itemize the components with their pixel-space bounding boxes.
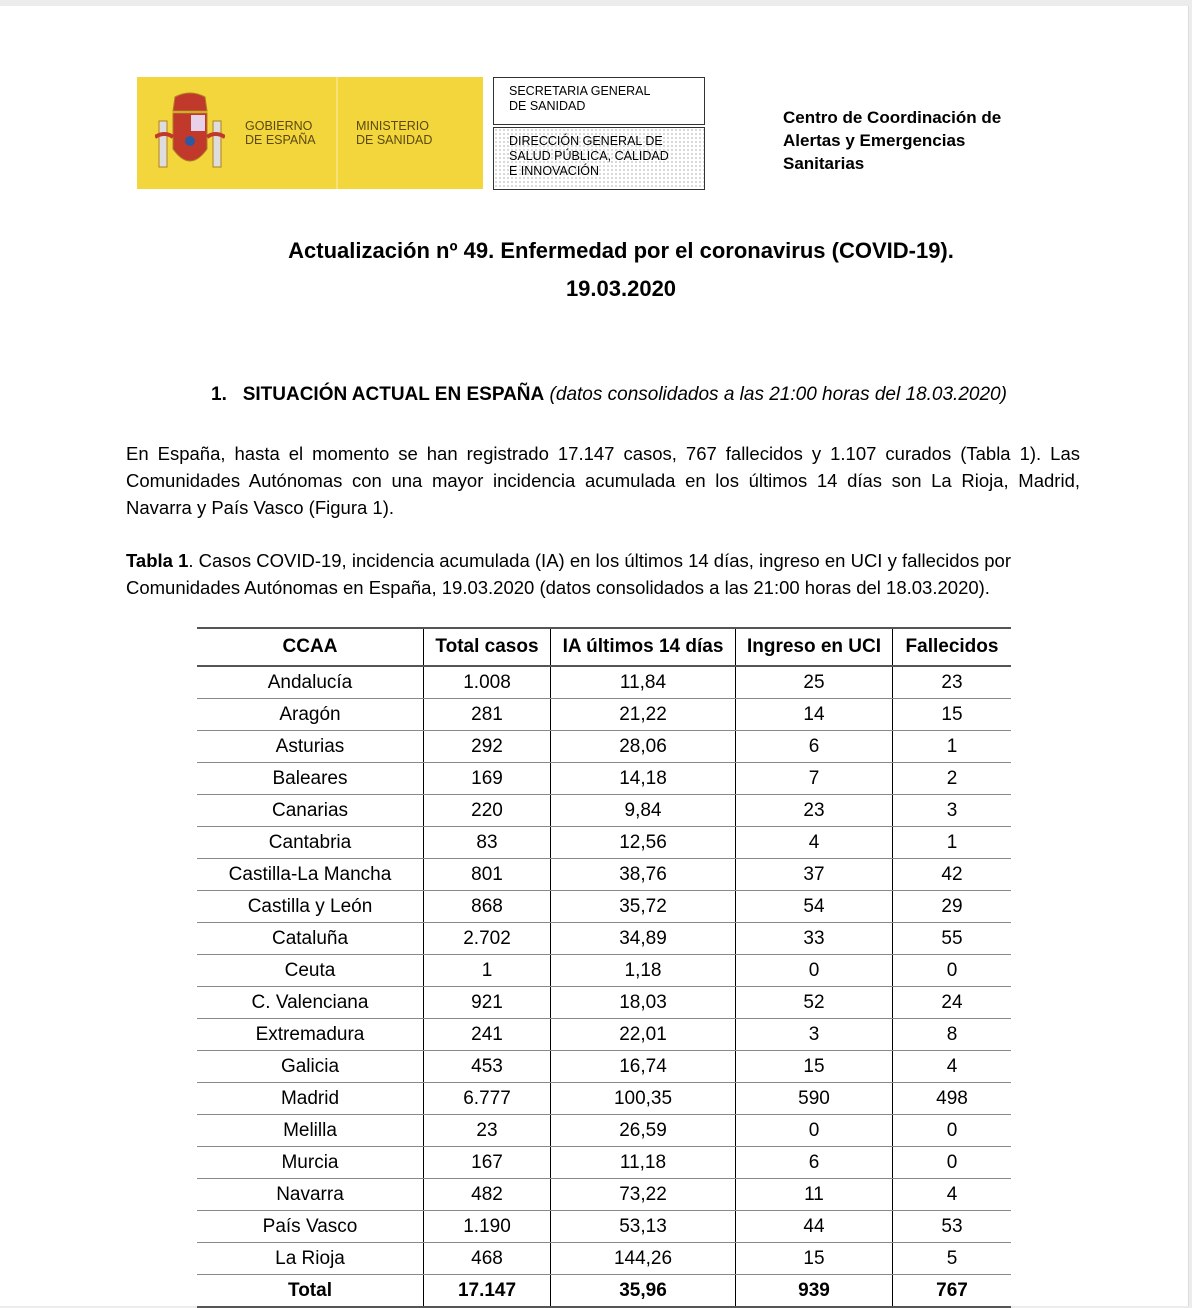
gobierno-logo bbox=[137, 77, 483, 189]
ministerio-line: MINISTERIO bbox=[356, 119, 429, 133]
table-cell: Madrid bbox=[197, 1083, 424, 1115]
table-row bbox=[197, 666, 1011, 699]
table-caption bbox=[126, 547, 1086, 601]
table-cell: 167 bbox=[424, 1147, 551, 1179]
secretaria-box bbox=[493, 77, 705, 125]
centro-coordinacion bbox=[783, 106, 1001, 175]
table-cell: Canarias bbox=[197, 795, 424, 827]
section-title: SITUACIÓN ACTUAL EN ESPAÑA bbox=[242, 384, 545, 405]
table-row bbox=[197, 987, 1011, 1019]
table-cell: 281 bbox=[424, 699, 551, 731]
direccion-line: DIRECCIÓN GENERAL DE bbox=[509, 134, 663, 148]
table-cell: Melilla bbox=[197, 1115, 424, 1147]
table-row bbox=[197, 1051, 1011, 1083]
table-header-row bbox=[197, 628, 1011, 666]
table-cell: 4 bbox=[893, 1179, 1012, 1211]
table-cell: 53 bbox=[893, 1211, 1012, 1243]
section-number: 1. bbox=[211, 384, 227, 405]
table-cell: 8 bbox=[893, 1019, 1012, 1051]
table-cell: 868 bbox=[424, 891, 551, 923]
table-cell: 9,84 bbox=[551, 795, 736, 827]
table-row bbox=[197, 1147, 1011, 1179]
table-cell: 14 bbox=[736, 699, 893, 731]
table-cell: 767 bbox=[893, 1275, 1012, 1308]
table-cell: 11,18 bbox=[551, 1147, 736, 1179]
table-cell: 3 bbox=[893, 795, 1012, 827]
table-cell: 25 bbox=[736, 666, 893, 699]
table-cell: 54 bbox=[736, 891, 893, 923]
table-cell: 0 bbox=[893, 1115, 1012, 1147]
table-cell: Baleares bbox=[197, 763, 424, 795]
table-row bbox=[197, 1179, 1011, 1211]
table-cell: 23 bbox=[424, 1115, 551, 1147]
table-cell: 939 bbox=[736, 1275, 893, 1308]
table-cell: 28,06 bbox=[551, 731, 736, 763]
table-cell: 17.147 bbox=[424, 1275, 551, 1308]
table-cell: Ceuta bbox=[197, 955, 424, 987]
gobierno-line: GOBIERNO bbox=[245, 119, 313, 133]
table-row bbox=[197, 1019, 1011, 1051]
table-cell: Aragón bbox=[197, 699, 424, 731]
coat-of-arms-icon bbox=[155, 91, 225, 177]
caption-label: Tabla 1 bbox=[126, 550, 189, 571]
table-cell: 1 bbox=[893, 731, 1012, 763]
summary-paragraph: En España, hasta el momento se han registrado 17.147 casos, 767 fallecidos y 1.107 curados (Tabla 1). Las Comunidades Autónomas con una mayor incidencia acumulada en los últimos 14 días son La Rioja, Madrid, Navarra y País Vasco (Figura 1). bbox=[126, 443, 1080, 518]
ccaa-table bbox=[197, 627, 1011, 1308]
column-header: IA últimos 14 días bbox=[551, 628, 736, 666]
table-cell: Asturias bbox=[197, 731, 424, 763]
table-cell: 15 bbox=[736, 1243, 893, 1275]
table-cell: 2.702 bbox=[424, 923, 551, 955]
table-cell: 1.008 bbox=[424, 666, 551, 699]
centro-line: Centro de Coordinación de bbox=[783, 108, 1002, 127]
table-cell: 29 bbox=[893, 891, 1012, 923]
table-cell: 6.777 bbox=[424, 1083, 551, 1115]
table-cell: 53,13 bbox=[551, 1211, 736, 1243]
table-row bbox=[197, 795, 1011, 827]
title-date: 19.03.2020 bbox=[565, 276, 677, 301]
table-cell: 23 bbox=[893, 666, 1012, 699]
direccion-box bbox=[493, 127, 705, 190]
column-header: Total casos bbox=[424, 628, 551, 666]
table-cell: Murcia bbox=[197, 1147, 424, 1179]
direccion-line: E INNOVACIÓN bbox=[509, 164, 600, 178]
table-cell: Extremadura bbox=[197, 1019, 424, 1051]
table-cell: 24 bbox=[893, 987, 1012, 1019]
table-cell: 11,84 bbox=[551, 666, 736, 699]
table-cell: 4 bbox=[893, 1051, 1012, 1083]
secretaria-line: SECRETARIA GENERAL bbox=[509, 84, 651, 98]
table-cell: 12,56 bbox=[551, 827, 736, 859]
column-header: CCAA bbox=[197, 628, 424, 666]
table-cell: 35,72 bbox=[551, 891, 736, 923]
table-cell: 2 bbox=[893, 763, 1012, 795]
table-cell: 6 bbox=[736, 1147, 893, 1179]
table-cell: 6 bbox=[736, 731, 893, 763]
table-cell: 590 bbox=[736, 1083, 893, 1115]
table-cell: Cantabria bbox=[197, 827, 424, 859]
table-row bbox=[197, 891, 1011, 923]
table-cell: 3 bbox=[736, 1019, 893, 1051]
document-title bbox=[0, 232, 1192, 308]
logo-divider bbox=[336, 77, 338, 189]
table-row bbox=[197, 859, 1011, 891]
table-cell: 38,76 bbox=[551, 859, 736, 891]
table-row bbox=[197, 1083, 1011, 1115]
ministerio-text bbox=[356, 119, 432, 147]
table-row bbox=[197, 923, 1011, 955]
table-cell: Andalucía bbox=[197, 666, 424, 699]
table-row bbox=[197, 955, 1011, 987]
table-cell: 0 bbox=[736, 1115, 893, 1147]
table-cell: Cataluña bbox=[197, 923, 424, 955]
table-cell: Navarra bbox=[197, 1179, 424, 1211]
table-cell: 169 bbox=[424, 763, 551, 795]
table-cell: 55 bbox=[893, 923, 1012, 955]
table-cell: Castilla y León bbox=[197, 891, 424, 923]
direccion-line: SALUD PÚBLICA, CALIDAD bbox=[509, 149, 669, 163]
section-note: (datos consolidados a las 21:00 horas del 18.03.2020) bbox=[549, 384, 1007, 405]
table-cell: 1 bbox=[893, 827, 1012, 859]
table-cell: 11 bbox=[736, 1179, 893, 1211]
table-row bbox=[197, 1243, 1011, 1275]
table-cell: Galicia bbox=[197, 1051, 424, 1083]
table-total-row bbox=[197, 1275, 1011, 1308]
table-cell: 7 bbox=[736, 763, 893, 795]
table-cell: 44 bbox=[736, 1211, 893, 1243]
title-line: Actualización nº 49. Enfermedad por el coronavirus (COVID-19). bbox=[288, 238, 954, 263]
table-cell: 1 bbox=[424, 955, 551, 987]
table-row bbox=[197, 827, 1011, 859]
column-header: Fallecidos bbox=[893, 628, 1012, 666]
table-row bbox=[197, 763, 1011, 795]
table-cell: 100,35 bbox=[551, 1083, 736, 1115]
table-cell: 241 bbox=[424, 1019, 551, 1051]
table-cell: 83 bbox=[424, 827, 551, 859]
table-cell: 4 bbox=[736, 827, 893, 859]
table-row bbox=[197, 731, 1011, 763]
table-cell: 22,01 bbox=[551, 1019, 736, 1051]
table-cell: 26,59 bbox=[551, 1115, 736, 1147]
table-cell: 144,26 bbox=[551, 1243, 736, 1275]
table-cell: 921 bbox=[424, 987, 551, 1019]
table-cell: 34,89 bbox=[551, 923, 736, 955]
ministerio-line: DE SANIDAD bbox=[356, 133, 433, 147]
table-cell: 0 bbox=[893, 1147, 1012, 1179]
table-cell: La Rioja bbox=[197, 1243, 424, 1275]
section-heading bbox=[211, 384, 1007, 406]
table-cell: 35,96 bbox=[551, 1275, 736, 1308]
table-row bbox=[197, 699, 1011, 731]
table-cell: 33 bbox=[736, 923, 893, 955]
table-cell: 23 bbox=[736, 795, 893, 827]
table-cell: 453 bbox=[424, 1051, 551, 1083]
table-cell: 15 bbox=[893, 699, 1012, 731]
centro-line: Alertas y Emergencias bbox=[783, 131, 966, 150]
table-cell: 0 bbox=[736, 955, 893, 987]
table-cell: 801 bbox=[424, 859, 551, 891]
table-cell: 16,74 bbox=[551, 1051, 736, 1083]
table-row bbox=[197, 1211, 1011, 1243]
column-header: Ingreso en UCI bbox=[736, 628, 893, 666]
centro-line: Sanitarias bbox=[783, 154, 865, 173]
table-row bbox=[197, 1115, 1011, 1147]
caption-text: . Casos COVID-19, incidencia acumulada (IA) en los últimos 14 días, ingreso en UCI y fallecidos por Comunidades Autónomas en España, 19.03.2020 (datos consolidados a las 21:00 horas del 18.03.2020). bbox=[126, 550, 1011, 598]
table-cell: 15 bbox=[736, 1051, 893, 1083]
table-cell: 220 bbox=[424, 795, 551, 827]
table-cell: 292 bbox=[424, 731, 551, 763]
table-cell: 18,03 bbox=[551, 987, 736, 1019]
table-cell: Total bbox=[197, 1275, 424, 1308]
table-cell: 1,18 bbox=[551, 955, 736, 987]
table-cell: 73,22 bbox=[551, 1179, 736, 1211]
table-cell: C. Valenciana bbox=[197, 987, 424, 1019]
table-cell: 0 bbox=[893, 955, 1012, 987]
table-cell: 37 bbox=[736, 859, 893, 891]
table-cell: 21,22 bbox=[551, 699, 736, 731]
table-cell: 1.190 bbox=[424, 1211, 551, 1243]
gobierno-line: DE ESPAÑA bbox=[245, 133, 316, 147]
table-cell: País Vasco bbox=[197, 1211, 424, 1243]
table-cell: 498 bbox=[893, 1083, 1012, 1115]
gobierno-text bbox=[245, 119, 316, 147]
table-cell: 5 bbox=[893, 1243, 1012, 1275]
table-cell: Castilla-La Mancha bbox=[197, 859, 424, 891]
table-cell: 42 bbox=[893, 859, 1012, 891]
table-cell: 14,18 bbox=[551, 763, 736, 795]
table-cell: 468 bbox=[424, 1243, 551, 1275]
secretaria-line: DE SANIDAD bbox=[509, 99, 586, 113]
table-cell: 482 bbox=[424, 1179, 551, 1211]
table-cell: 52 bbox=[736, 987, 893, 1019]
